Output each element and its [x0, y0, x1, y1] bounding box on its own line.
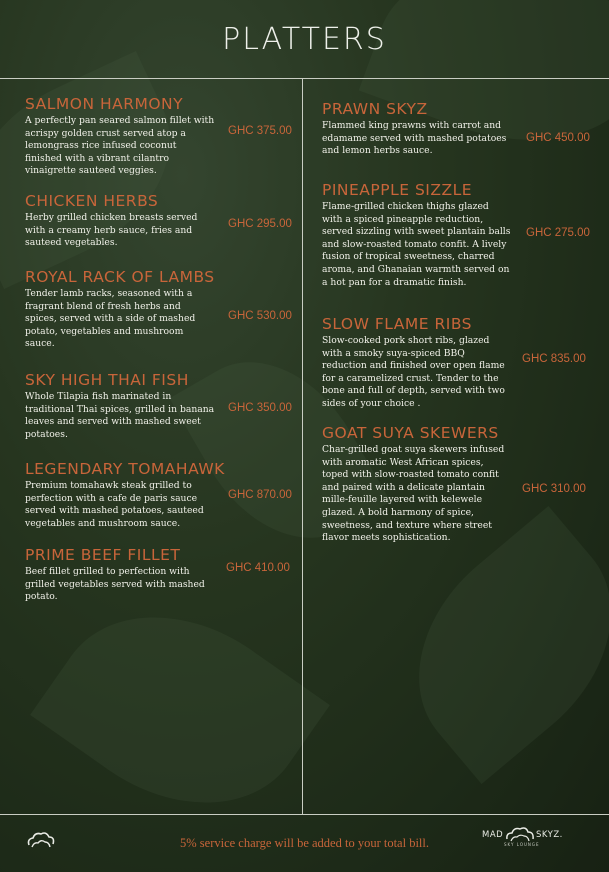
brand-name-left: MAD — [482, 830, 504, 840]
menu-item-name: LEGENDARY TOMAHAWK — [25, 460, 225, 478]
menu-item-name: CHICKEN HERBS — [25, 192, 159, 210]
menu-item-price: GHC 310.00 — [522, 483, 586, 495]
menu-item-name: SALMON HARMONY — [25, 95, 184, 113]
menu-item-name: GOAT SUYA SKEWERS — [322, 424, 499, 442]
menu-item-name: PRAWN SKYZ — [322, 100, 428, 118]
service-charge-note: 5% service charge will be added to your total bill. — [180, 836, 429, 850]
menu-item-name: SLOW FLAME RIBS — [322, 315, 473, 333]
menu-item-description: Char-grilled goat suya skewers infused with aromatic West African spices, toped with slow-roasted tomato confit and paired with a delicate plantain mille-feuille layered with kelewele glazed. A bold harmony of spice, sweetness, and texture where street flavor meets sophistication. — [322, 444, 505, 544]
page-title: PLATTERS — [222, 22, 387, 57]
menu-item-description: Flammed king prawns with carrot and edamame served with mashed potatoes and lemon herbs sauce. — [322, 120, 507, 157]
bottom-divider — [0, 814, 609, 815]
menu-item-description: Tender lamb racks, seasoned with a fragrant blend of fresh herbs and spices, served with a side of mashed potato, vegetables and mushroom sauce. — [25, 288, 196, 350]
menu-item-price: GHC 410.00 — [226, 562, 290, 574]
menu-item-description: Premium tomahawk steak grilled to perfection with a cafe de paris sauce served with mashed potatoes, sauteed vegetables and mushroom sauce. — [25, 480, 204, 529]
menu-item-slow-flame-ribs — [322, 315, 512, 411]
brand-subtitle: SKY LOUNGE — [504, 842, 540, 847]
menu-item-sky-high-thai-fish — [25, 371, 215, 441]
menu-item-price: GHC 450.00 — [526, 132, 590, 144]
menu-item-price: GHC 835.00 — [522, 353, 586, 365]
menu-item-chicken-herbs — [25, 192, 215, 250]
menu-item-name: ROYAL RACK OF LAMBS — [25, 268, 215, 286]
background-leaf — [372, 506, 609, 784]
menu-item-name: PINEAPPLE SIZZLE — [322, 181, 473, 199]
menu-item-legendary-tomahawk — [25, 460, 225, 530]
top-divider — [0, 78, 609, 79]
menu-item-description: Whole Tilapia fish marinated in traditional Thai spices, grilled in banana leaves and served with mashed sweet potatoes. — [25, 391, 215, 440]
menu-item-name: SKY HIGH THAI FISH — [25, 371, 189, 389]
menu-item-prawn-skyz — [322, 100, 512, 158]
menu-item-price: GHC 530.00 — [228, 310, 292, 322]
menu-item-salmon-harmony — [25, 95, 215, 178]
menu-item-description: Slow-cooked pork short ribs, glazed with a smoky suya-spiced BBQ reduction and finished over open flame for a caramelized crust. Tender to the bone and full of depth, served with two sides of your choice . — [322, 335, 505, 409]
menu-item-price: GHC 295.00 — [228, 218, 292, 230]
menu-item-price: GHC 375.00 — [228, 125, 292, 137]
menu-item-pineapple-sizzle — [322, 181, 512, 289]
menu-item-description: Flame-grilled chicken thighs glazed with a spiced pineapple reduction, served sizzling with sweet plantain balls and slow-roasted tomato confit. A lively fusion of tropical sweetness, charred aroma, and Ghanaian warmth served on a hot pan for a dramatic finish. — [322, 201, 511, 288]
menu-item-price: GHC 350.00 — [228, 402, 292, 414]
menu-item-royal-rack-of-lambs — [25, 268, 215, 351]
menu-item-price: GHC 275.00 — [526, 227, 590, 239]
menu-item-description: Beef fillet grilled to perfection with grilled vegetables served with mashed potato. — [25, 566, 205, 603]
menu-item-prime-beef-fillet — [25, 546, 215, 604]
brand-name-right: SKYZ. — [536, 830, 563, 840]
background-leaf — [30, 567, 330, 852]
menu-item-goat-suya-skewers — [322, 424, 512, 545]
column-divider — [302, 78, 303, 814]
cloud-icon — [505, 825, 535, 843]
menu-item-name: PRIME BEEF FILLET — [25, 546, 181, 564]
menu-item-description: A perfectly pan seared salmon fillet with acrispy golden crust served atop a lemongrass rice infused coconut finished with a vibrant cilantro vinaigrette sauteed veggies. — [25, 115, 215, 177]
menu-item-description: Herby grilled chicken breasts served with a creamy herb sauce, fries and sauteed vegetables. — [25, 212, 198, 249]
menu-item-price: GHC 870.00 — [228, 489, 292, 501]
